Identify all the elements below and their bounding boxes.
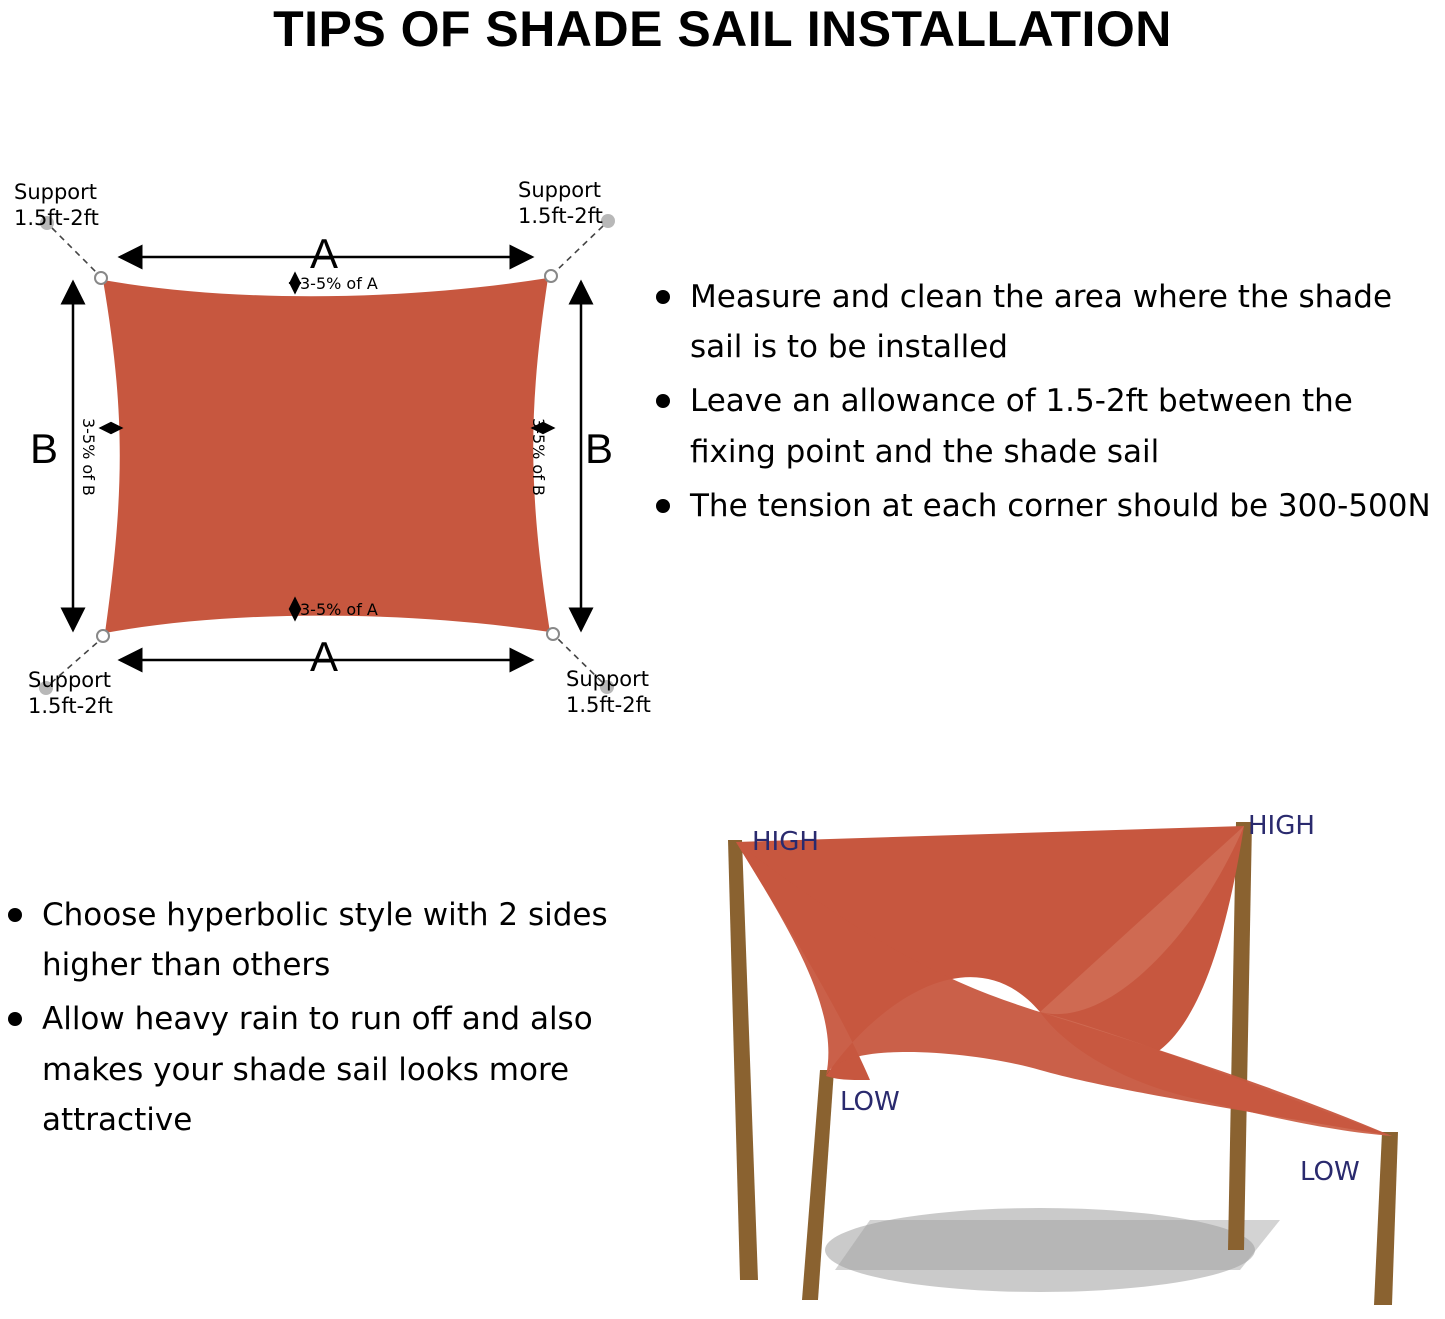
support-line-tl [52,228,97,273]
curve-label-left: 3-5% of B [79,418,98,496]
post-high-left [728,840,758,1280]
support-line-tr [556,226,603,271]
list-item: Choose hyperbolic style with 2 sides higher than others [0,890,625,990]
curve-label-right: 3-5% of B [529,418,548,496]
curve-label-top: 3-5% of A [300,274,378,293]
list-item: Leave an allowance of 1.5-2ft between the fixing point and the shade sail [648,376,1445,476]
tips-list-top [648,272,1445,535]
sail-shape [103,278,550,633]
support-label-line2: 1.5ft-2ft [14,205,99,230]
support-label-bottom-left [28,668,113,719]
corner-ring-bl [97,630,109,642]
tips-list-bottom [0,890,625,1149]
support-label-line2: 1.5ft-2ft [518,203,603,228]
list-item: Allow heavy rain to run off and also makes your shade sail looks more attractive [0,994,625,1145]
dim-label-b-left: B [30,425,59,472]
support-label-line1: Support [14,180,98,204]
dim-label-a-bottom: A [310,633,339,680]
support-label-line2: 1.5ft-2ft [566,692,651,717]
label-high-right: HIGH [1248,811,1315,841]
corner-ring-tr [545,270,557,282]
dim-label-b-right: B [585,425,614,472]
support-label-line2: 1.5ft-2ft [28,693,113,718]
hyperbolic-sail-diagram [640,780,1445,1319]
list-item: The tension at each corner should be 300-500N [648,481,1445,531]
support-label-bottom-right [566,667,651,718]
dim-label-a-top: A [310,230,339,277]
support-dot-tr [601,214,615,228]
post-low-right [1374,1132,1398,1305]
post-low-left [802,1070,834,1300]
curve-label-bottom: 3-5% of A [300,600,378,619]
list-item: Measure and clean the area where the shade sail is to be installed [648,272,1445,372]
support-label-line1: Support [28,668,112,692]
ground-shadow-2 [835,1220,1280,1270]
label-low-right: LOW [1300,1157,1360,1187]
support-label-top-right [518,178,603,229]
rectangular-sail-diagram [0,160,670,740]
corner-ring-br [547,628,559,640]
support-label-top-left [14,180,99,231]
label-high-left: HIGH [752,827,819,857]
page-title: TIPS OF SHADE SAIL INSTALLATION [273,1,1172,57]
corner-ring-tl [95,272,107,284]
support-label-line1: Support [518,178,602,202]
label-low-left: LOW [840,1087,900,1117]
support-label-line1: Support [566,667,650,691]
